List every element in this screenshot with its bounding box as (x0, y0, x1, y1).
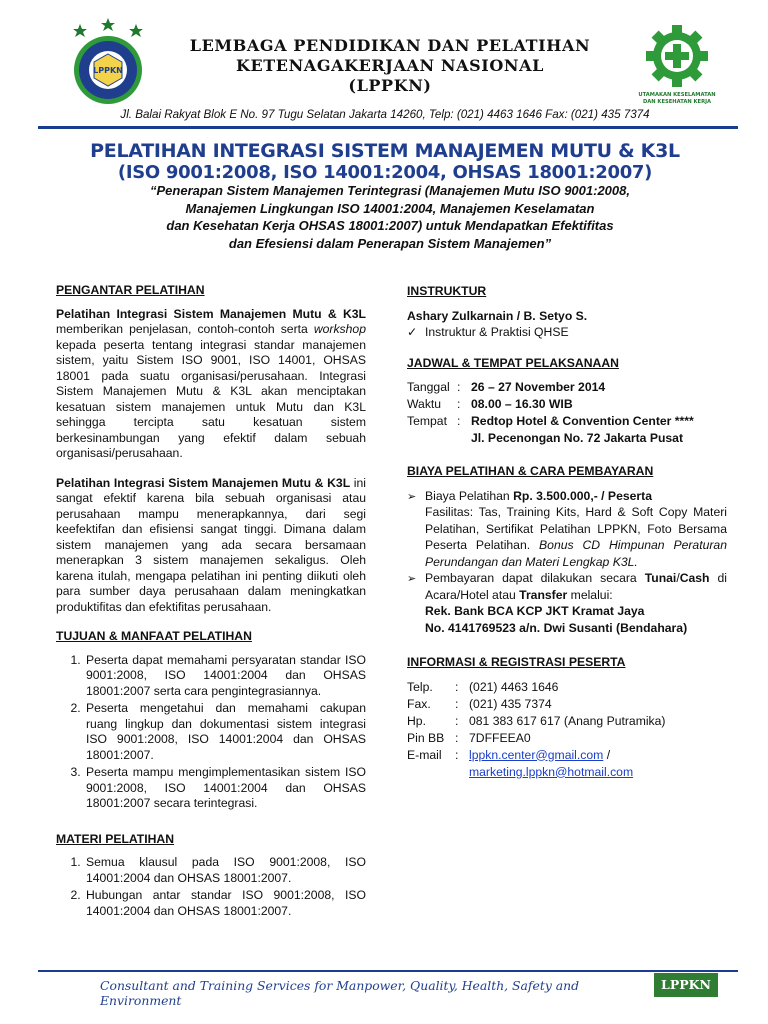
tempat-label: Tempat (407, 414, 447, 428)
instruktur-role-row (407, 324, 727, 341)
footer-divider (38, 970, 738, 972)
footer-tagline: Consultant and Training Services for Manpower, Quality, Health, Safety and Environment (100, 978, 580, 1008)
info-label: Telp. (407, 679, 433, 694)
info-label: Pin BB (407, 730, 445, 745)
biaya-heading: BIAYA PELATIHAN & CARA PEMBAYARAN (407, 464, 654, 478)
training-title: PELATIHAN INTEGRASI SISTEM MANAJEMEN MUTU & K3L (90, 140, 680, 162)
svg-text:DAN KESEHATAN KERJA: DAN KESEHATAN KERJA (642, 99, 712, 105)
pengantar-heading: PENGANTAR PELATIHAN (56, 283, 205, 297)
jadwal-table (407, 379, 694, 447)
table-row (407, 730, 666, 747)
informasi-heading: INFORMASI & REGISTRASI PESERTA (407, 655, 626, 669)
tujuan-list (56, 653, 366, 812)
materi-list (56, 855, 366, 919)
instruktur-names: Ashary Zulkarnain / B. Setyo S. (407, 308, 588, 323)
training-standards: (ISO 9001:2008, ISO 14001:2004, OHSAS 18001:2007) (117, 162, 653, 183)
info-value: 7DFFEEA0 (469, 730, 531, 745)
tanggal-value: 26 – 27 November 2014 (471, 380, 606, 394)
email-link-2[interactable]: marketing.lppkn@hotmail.com (469, 764, 634, 779)
table-row (407, 396, 694, 413)
table-row (407, 713, 666, 730)
biaya-item-1-text: Biaya Pelatihan Rp. 3.500.000,- / Peserta Fasilitas: Tas, Training Kits, Hard & Soft Copy Materi Pelatihan, Sertifikat Pelatihan LPPKN, Foto Bersama Peserta Pelatihan. Bonus CD Himpunan Peraturan Perundangan dan Materi Lengkap K3L. (425, 488, 727, 569)
list-item: 3. Peserta mampu mengimplementasikan sistem ISO 9001:2008, ISO 14001:2004 dan OHSAS 18001:2007 secara terintegrasi. (84, 765, 366, 812)
subtitle-line4: dan Efesiensi dalam Penerapan Sistem Manajemen” (228, 235, 552, 251)
materi-heading: MATERI PELATIHAN (56, 831, 175, 846)
training-subtitle (130, 182, 650, 252)
tempat-address: Jl. Pecenongan No. 72 Jakarta Pusat (471, 431, 684, 445)
subtitle-line2: Manajemen Lingkungan ISO 14001:2004, Manajemen Keselamatan (185, 200, 595, 216)
list-item: 1. Peserta dapat memahami persyaratan standar ISO 9001:2008, ISO 14001:2004 dan OHSAS 18001:2007 serta cara pengintegrasiannya. (84, 653, 366, 700)
info-value: (021) 435 7374 (469, 696, 552, 711)
table-row (407, 413, 694, 447)
info-label: Hp. (407, 713, 426, 728)
waktu-value: 08.00 – 16.30 WIB (471, 397, 573, 411)
address-line: Jl. Balai Rakyat Blok E No. 97 Tugu Selatan Jakarta 14260, Telp: (021) 4463 1646 Fax: (021) 435 7374 (120, 108, 650, 121)
colon: : (457, 414, 461, 428)
table-row (407, 379, 694, 396)
bank-name: Rek. Bank BCA KCP JKT Kramat Jaya (425, 604, 645, 618)
waktu-label: Waktu (407, 397, 442, 411)
tanggal-label: Tanggal (407, 380, 450, 394)
tujuan-heading: TUJUAN & MANFAAT PELATIHAN (56, 629, 252, 643)
biaya-item-1 (407, 488, 727, 571)
list-item: 1. Semua klausul pada ISO 9001:2008, ISO 14001:2004 dan OHSAS 18001:2007. (84, 855, 366, 886)
subtitle-line1: “Penerapan Sistem Manajemen Terintegrasi (Manajemen Mutu ISO 9001:2008, (150, 183, 630, 198)
table-row (407, 747, 666, 781)
right-column (407, 283, 727, 793)
instruktur-heading: INSTRUKTUR (407, 284, 487, 298)
info-value: (021) 4463 1646 (469, 679, 559, 694)
svg-text:UTAMAKAN KESELAMATAN: UTAMAKAN KESELAMATAN (638, 92, 716, 98)
colon: : (455, 679, 459, 694)
table-row (407, 696, 666, 713)
email-label: E-mail (407, 747, 442, 762)
informasi-table (407, 679, 666, 781)
arrow-bullet-icon: ➢ (407, 490, 417, 503)
instruktur-role: Instruktur & Praktisi QHSE (425, 325, 569, 339)
tempat-value (471, 413, 694, 447)
k3-gear-cross-icon (636, 22, 718, 112)
subtitle-line3: dan Kesehatan Kerja OHSAS 18001:2007) untuk Mendapatkan Efektifitas (166, 218, 614, 233)
check-icon: ✓ (407, 325, 418, 339)
colon: : (455, 696, 459, 711)
pengantar-paragraph-2: Pelatihan Integrasi Sistem Manajemen Mutu & K3L ini sangat efektif karena bila sebuah organisasi atau perusahaan mampu menerapkannya, dari segi keefektifan dan efisiensi sangat tinggi. Dimana dalam sistem manajemen yang ada secara bersamaan menerapkan 3 sistem manajemen sekaligus. Oleh karena itulah, mengapa pelatihan ini penting diikuti oleh para sumber daya perusahaan dalam meningkatkan produktifitas dan efektifitas perusahaan. (56, 475, 366, 614)
list-item: 2. Peserta mengetahui dan memahami cakupan ruang lingkup dan dokumentasi sistem integrasi ISO 9001:2008, ISO 14001:2004 dan OHSAS 18001:2007. (84, 701, 366, 763)
colon: : (455, 747, 459, 762)
pengantar-paragraph-1: Pelatihan Integrasi Sistem Manajemen Mutu & K3L memberikan penjelasan, contoh-contoh serta workshop kepada peserta tentang integrasi standar manajemen sistem, yaitu Sistem ISO 9001, ISO 14001, OHSAS 18001 pada suatu organisasi/perusahaan. Integrasi Sistem Manajemen Mutu & K3L akan menciptakan kesatuan sistem manajemen untuk Mutu dan K3L sehingga tercipta satu kesatuan sistem berkesinambungan yang efektif dalam sebuah organisasi/perusahaan. (56, 306, 366, 460)
svg-text:LPPKN: LPPKN (93, 66, 123, 75)
table-row (407, 679, 666, 696)
arrow-bullet-icon: ➢ (407, 573, 417, 585)
info-value: 081 383 617 617 (Anang Putramika) (469, 713, 666, 728)
email-values: lppkn.center@gmail.com / marketing.lppkn@hotmail.com (469, 747, 634, 779)
colon: : (457, 380, 461, 394)
header-divider (38, 126, 738, 129)
jadwal-heading: JADWAL & TEMPAT PELAKSANAAN (407, 355, 619, 370)
org-name-line1: LEMBAGA PENDIDIKAN DAN PELATIHAN (189, 36, 591, 55)
tempat-venue: Redtop Hotel & Convention Center **** (471, 414, 694, 428)
list-item: 2. Hubungan antar standar ISO 9001:2008, ISO 14001:2004 dan OHSAS 18001:2007. (84, 888, 366, 919)
org-name-line3: (LPPKN) (348, 76, 432, 95)
left-column (56, 283, 366, 933)
lppkn-emblem-icon (62, 16, 154, 108)
bank-account: No. 4141769523 a/n. Dwi Susanti (Bendahara) (425, 620, 688, 635)
info-label: Fax. (407, 696, 431, 711)
footer-badge: LPPKN (654, 973, 718, 997)
organization-name (150, 36, 630, 96)
colon: : (457, 397, 461, 411)
colon: : (455, 730, 459, 745)
biaya-item-2 (407, 570, 727, 636)
email-link-1[interactable]: lppkn.center@gmail.com (469, 747, 604, 762)
colon: : (455, 713, 459, 728)
org-name-line2: KETENAGAKERJAAN NASIONAL (235, 56, 545, 75)
biaya-item-2-text: Pembayaran dapat dilakukan secara Tunai/Cash di Acara/Hotel atau Transfer melalui: Rek. Bank BCA KCP JKT Kramat Jaya No. 4141769523 a/n. Dwi Susanti (Bendahara) (425, 571, 728, 635)
